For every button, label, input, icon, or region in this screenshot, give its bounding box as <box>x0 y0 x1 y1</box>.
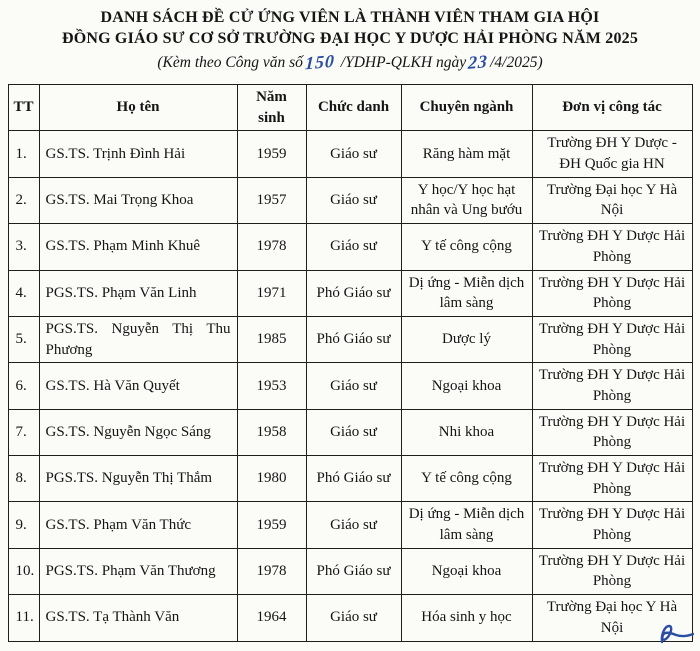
cell-name: PGS.TS. Phạm Văn Linh <box>39 270 237 316</box>
cell-tt: 6. <box>8 363 39 409</box>
cell-name: PGS.TS. Phạm Văn Thương <box>39 548 237 594</box>
table-row <box>8 177 692 223</box>
table-row <box>8 502 692 548</box>
table-row <box>8 224 692 270</box>
handwritten-doc-number: 150 <box>304 50 336 74</box>
cell-birthyear: 1953 <box>237 363 306 409</box>
table-row <box>8 131 692 177</box>
header-workplace: Đơn vị công tác <box>532 85 692 131</box>
cell-tt: 2. <box>8 177 39 223</box>
cell-birthyear: 1978 <box>237 224 306 270</box>
cell-tt: 5. <box>8 316 39 362</box>
cell-birthyear: 1985 <box>237 316 306 362</box>
table-row <box>8 456 692 502</box>
cell-name: PGS.TS. Nguyễn Thị Thu Phương <box>39 316 237 362</box>
header-name: Họ tên <box>39 85 237 131</box>
table-row <box>8 363 692 409</box>
cell-name: GS.TS. Nguyễn Ngọc Sáng <box>39 409 237 455</box>
cell-workplace: Trường ĐH Y Dược - ĐH Quốc gia HN <box>532 131 692 177</box>
table-header-row <box>8 85 692 131</box>
document-subtitle <box>0 51 700 73</box>
cell-tt: 11. <box>8 595 39 641</box>
document-header <box>0 7 700 73</box>
header-specialty: Chuyên ngành <box>401 85 532 131</box>
cell-specialty: Răng hàm mặt <box>401 131 532 177</box>
cell-specialty: Ngoại khoa <box>401 363 532 409</box>
cell-specialty: Nhi khoa <box>401 409 532 455</box>
cell-tt: 7. <box>8 409 39 455</box>
cell-specialty: Hóa sinh y học <box>401 595 532 641</box>
cell-title: Phó Giáo sư <box>306 270 401 316</box>
cell-birthyear: 1957 <box>237 177 306 223</box>
cell-workplace: Trường ĐH Y Dược Hải Phòng <box>532 502 692 548</box>
header-tt: TT <box>8 85 39 131</box>
cell-tt: 8. <box>8 456 39 502</box>
cell-birthyear: 1964 <box>237 595 306 641</box>
header-title: Chức danh <box>306 85 401 131</box>
cell-name: GS.TS. Hà Văn Quyết <box>39 363 237 409</box>
cell-workplace: Trường ĐH Y Dược Hải Phòng <box>532 316 692 362</box>
handwritten-paraph-icon <box>652 622 694 648</box>
table-row <box>8 316 692 362</box>
document-title-line2: ĐỒNG GIÁO SƯ CƠ SỞ TRƯỜNG ĐẠI HỌC Y DƯỢC HẢI PHÒNG NĂM 2025 <box>61 30 639 47</box>
subtitle-middle: /YDHP-QLKH ngày <box>340 54 467 71</box>
cell-tt: 4. <box>8 270 39 316</box>
cell-tt: 10. <box>8 548 39 594</box>
cell-workplace: Trường ĐH Y Dược Hải Phòng <box>532 270 692 316</box>
cell-workplace: Trường ĐH Y Dược Hải Phòng <box>532 409 692 455</box>
cell-name: PGS.TS. Nguyễn Thị Thắm <box>39 456 237 502</box>
cell-birthyear: 1978 <box>237 548 306 594</box>
subtitle-suffix: /4/2025) <box>490 54 543 71</box>
cell-name: GS.TS. Mai Trọng Khoa <box>39 177 237 223</box>
cell-title: Giáo sư <box>306 363 401 409</box>
document-title-line1: DANH SÁCH ĐỀ CỬ ỨNG VIÊN LÀ THÀNH VIÊN THAM GIA HỘI <box>100 9 600 26</box>
cell-birthyear: 1959 <box>237 502 306 548</box>
cell-specialty: Dược lý <box>401 316 532 362</box>
cell-specialty: Y học/Y học hạt nhân và Ung bướu <box>401 177 532 223</box>
cell-specialty: Dị ứng - Miễn dịch lâm sàng <box>401 502 532 548</box>
cell-title: Giáo sư <box>306 595 401 641</box>
cell-title: Giáo sư <box>306 502 401 548</box>
header-birthyear: Năm sinh <box>237 85 306 131</box>
table-row <box>8 270 692 316</box>
cell-title: Phó Giáo sư <box>306 548 401 594</box>
subtitle-prefix: (Kèm theo Công văn số <box>157 54 303 71</box>
cell-specialty: Ngoại khoa <box>401 548 532 594</box>
cell-title: Phó Giáo sư <box>306 316 401 362</box>
table-row <box>8 548 692 594</box>
cell-workplace: Trường Đại học Y Hà Nội <box>532 595 692 641</box>
cell-tt: 9. <box>8 502 39 548</box>
cell-birthyear: 1958 <box>237 409 306 455</box>
cell-birthyear: 1971 <box>237 270 306 316</box>
cell-name: GS.TS. Phạm Minh Khuê <box>39 224 237 270</box>
table-row <box>8 595 692 641</box>
table-row <box>8 409 692 455</box>
cell-workplace: Trường ĐH Y Dược Hải Phòng <box>532 224 692 270</box>
cell-name: GS.TS. Tạ Thành Văn <box>39 595 237 641</box>
cell-title: Giáo sư <box>306 177 401 223</box>
cell-name: GS.TS. Trịnh Đình Hải <box>39 131 237 177</box>
cell-title: Phó Giáo sư <box>306 456 401 502</box>
cell-workplace: Trường ĐH Y Dược Hải Phòng <box>532 548 692 594</box>
cell-birthyear: 1959 <box>237 131 306 177</box>
table-body <box>8 131 692 641</box>
cell-specialty: Dị ứng - Miễn dịch lâm sàng <box>401 270 532 316</box>
cell-title: Giáo sư <box>306 131 401 177</box>
cell-tt: 3. <box>8 224 39 270</box>
cell-specialty: Y tế công cộng <box>401 224 532 270</box>
cell-name: GS.TS. Phạm Văn Thức <box>39 502 237 548</box>
cell-tt: 1. <box>8 131 39 177</box>
nominee-table <box>8 84 693 642</box>
cell-title: Giáo sư <box>306 224 401 270</box>
cell-workplace: Trường ĐH Y Dược Hải Phòng <box>532 456 692 502</box>
cell-workplace: Trường ĐH Y Dược Hải Phòng <box>532 363 692 409</box>
cell-title: Giáo sư <box>306 409 401 455</box>
cell-workplace: Trường Đại học Y Hà Nội <box>532 177 692 223</box>
cell-specialty: Y tế công cộng <box>401 456 532 502</box>
cell-birthyear: 1980 <box>237 456 306 502</box>
handwritten-day: 23 <box>467 51 489 73</box>
